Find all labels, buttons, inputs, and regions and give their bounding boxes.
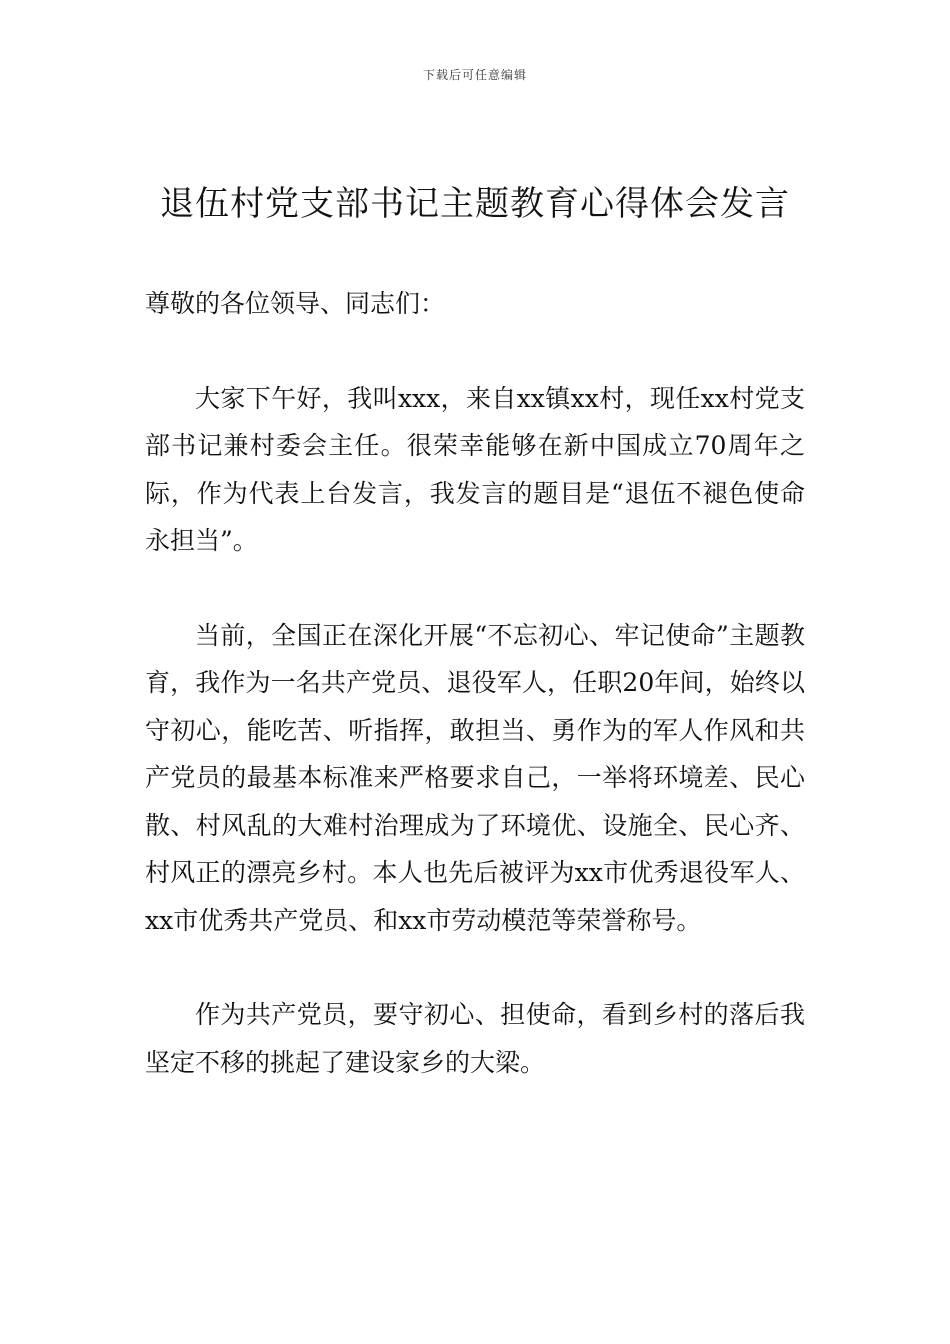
- header-note: 下载后可任意编辑: [422, 68, 527, 82]
- salutation: 尊敬的各位领导、同志们：: [145, 289, 446, 318]
- paragraph-1: 大家下午好，我叫xxx，来自xx镇xx村，现任xx村党支部书记兼村委会主任。很荣幸能够在新中国成立70周年之际，作为代表上台发言，我发言的题目是“退伍不褪色使命永担当”。: [145, 383, 805, 555]
- document-body: [145, 280, 805, 1133]
- paragraph-2: 当前，全国正在深化开展“不忘初心、牢记使命”主题教育，我作为一名共产党员、退役军人，任职20年间，始终以守初心，能吃苦、听指挥，敢担当、勇作为的军人作风和共产党员的最基本标准来严格要求自己，一举将环境差、民心散、村风乱的大难村治理成为了环境优、设施全、民心齐、村风正的漂亮乡村。本人也先后被评为xx市优秀退役军人、xx市优秀共产党员、和xx市劳动模范等荣誉称号。: [145, 620, 805, 935]
- paragraph-3: 作为共产党员，要守初心、担使命，看到乡村的落后我坚定不移的挑起了建设家乡的大梁。: [145, 1000, 805, 1077]
- document-title: 退伍村党支部书记主题教育心得体会发言: [160, 184, 790, 224]
